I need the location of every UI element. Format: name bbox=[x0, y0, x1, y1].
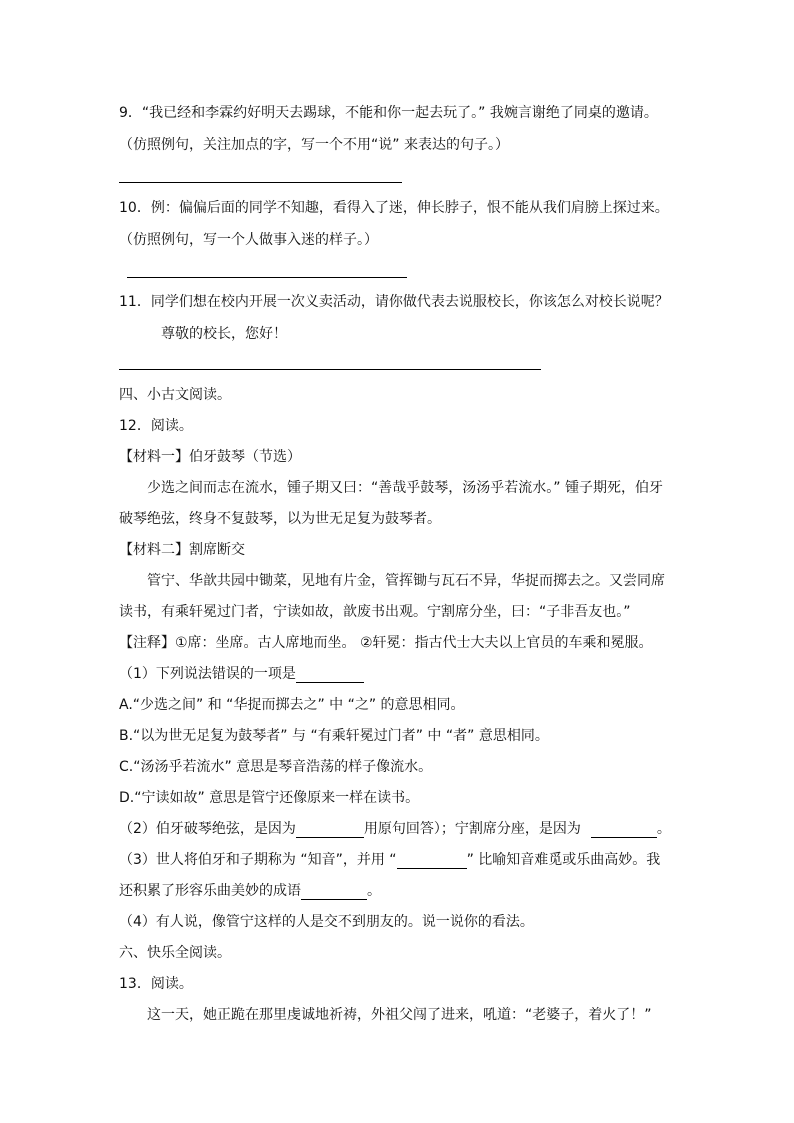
sub-question-4: （4）有人说，像管宁这样的人是交不到朋友的。说一说你的看法。 bbox=[119, 914, 534, 930]
q13-paragraph-1: 这一天，她正跪在那里虔诚地祈祷，外祖父闯了进来，吼道：“老婆子，着火了！” bbox=[147, 1007, 652, 1023]
q10-instruction: （仿照例句，写一个人做事入迷的样子。） bbox=[119, 232, 378, 248]
q9-answer-line[interactable] bbox=[119, 182, 402, 183]
sub-question-2-text-a: （2）伯牙破琴绝弦，是因为 bbox=[119, 821, 296, 837]
material1-paragraph-1: 少选之间而志在流水，锺子期又曰：“善哉乎鼓琴，汤汤乎若流水。” 锺子期死，伯牙 bbox=[147, 480, 663, 496]
q12-title: 12．阅读。 bbox=[119, 418, 193, 434]
sub-question-2-blank-2[interactable] bbox=[591, 823, 657, 838]
q10-line1: 10．例：偏偏后面的同学不知趣，看得入了迷，伸长脖子，恨不能从我们肩膀上探过来。 bbox=[119, 200, 669, 216]
q11-line1: 11．同学们想在校内开展一次义卖活动，请你做代表去说服校长，你该怎么对校长说呢？ bbox=[119, 294, 669, 310]
sub-question-3-line-2 bbox=[119, 882, 381, 900]
option-d: D.“宁读如故” 意思是管宁还像原来一样在读书。 bbox=[119, 790, 420, 806]
sub-question-3-blank-1[interactable] bbox=[397, 854, 467, 869]
section4-title: 四、小古文阅读。 bbox=[119, 387, 231, 403]
material2-title: 【材料二】割席断交 bbox=[119, 542, 245, 558]
q10-answer-line[interactable] bbox=[127, 277, 407, 278]
material2-paragraph-2: 读书，有乘轩冕过门者，宁读如故，歆废书出观。宁割席分坐，曰：“子非吾友也。” bbox=[119, 604, 631, 620]
sub-question-3-text-a: （3）世人将伯牙和子期称为 “知音”，并用 “ bbox=[119, 852, 397, 868]
option-b: B.“以为世无足复为鼓琴者” 与 “有乘轩冕过门者” 中 “者” 意思相同。 bbox=[119, 728, 549, 744]
material1-paragraph-2: 破琴绝弦，终身不复鼓琴，以为世无足复为鼓琴者。 bbox=[119, 511, 441, 527]
option-a: A.“少选之间” 和 “华捉而掷去之” 中 “之” 的意思相同。 bbox=[119, 697, 465, 713]
sub-question-2-blank-1[interactable] bbox=[296, 823, 364, 838]
annotation-note: 【注释】①席：坐席。古人席地而坐。 ②轩冕：指古代士大夫以上官员的车乘和冕服。 bbox=[119, 635, 653, 651]
sub-question-3-text-c: 还积累了形容乐曲美妙的成语 bbox=[119, 883, 301, 899]
sub-question-3-blank-2[interactable] bbox=[301, 885, 367, 900]
material1-title: 【材料一】伯牙鼓琴（节选） bbox=[119, 449, 301, 465]
section6-title: 六、快乐全阅读。 bbox=[119, 945, 231, 961]
q9-line1: 9．“我已经和李霖约好明天去踢球，不能和你一起去玩了。” 我婉言谢绝了同桌的邀请。 bbox=[119, 105, 658, 121]
q11-greeting: 尊敬的校长，您好！ bbox=[161, 326, 287, 342]
q11-answer-line[interactable] bbox=[119, 369, 541, 370]
sub-question-2-text-c: 。 bbox=[656, 821, 671, 837]
sub-question-2 bbox=[119, 820, 671, 838]
sub-question-1-blank[interactable] bbox=[296, 668, 364, 683]
sub-question-3-text-b: ” 比喻知音难觅或乐曲高妙。我 bbox=[466, 852, 661, 868]
option-c: C.“汤汤乎若流水” 意思是琴音浩荡的样子像流水。 bbox=[119, 759, 433, 775]
sub-question-1-text: （1）下列说法错误的一项是 bbox=[119, 666, 296, 682]
material2-paragraph-1: 管宁、华歆共园中锄菜，见地有片金，管挥锄与瓦石不异，华捉而掷去之。又尝同席 bbox=[147, 573, 665, 589]
sub-question-3-text-d: 。 bbox=[367, 883, 381, 899]
q13-title: 13．阅读。 bbox=[119, 976, 193, 992]
sub-question-3-line-1 bbox=[119, 851, 660, 869]
sub-question-1 bbox=[119, 665, 364, 683]
sub-question-2-text-b: 用原句回答）；宁割席分座，是因为 bbox=[363, 821, 581, 837]
q9-instruction: （仿照例句，关注加点的字，写一个不用“说” 来表达的句子。） bbox=[119, 137, 509, 153]
